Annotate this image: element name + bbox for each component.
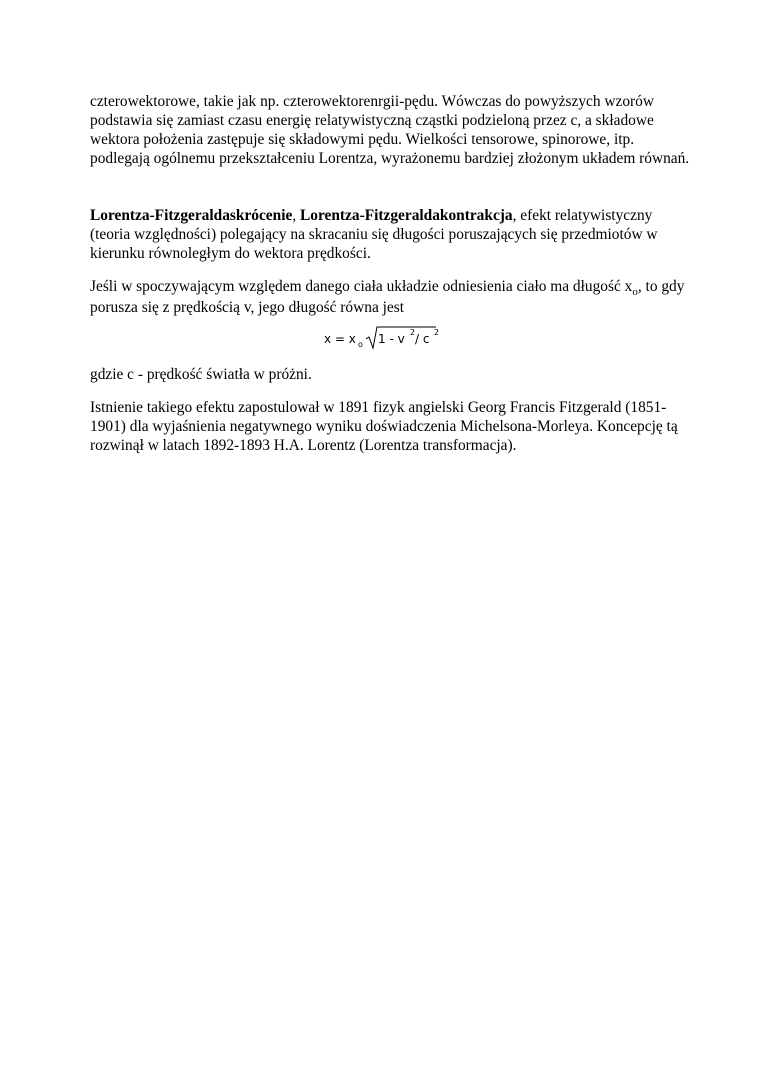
- paragraph-four-vectors: czterowektorowe, takie jak np. czterowektorenrgii-pędu. Wówczas do powyższych wzorów podstawia się zamiast czasu energię relatywistyczną cząstki podzieloną przez c, a składowe wektora położenia zastępuje się składowymi pędu. Wielkości tensorowe, spinorowe, itp. podlegają ogólnemu przekształceniu Lorentza, wyrażonemu bardziej złożonym układem równań.: [90, 93, 690, 167]
- term-kontrakcja: Lorentza-Fitzgeraldakontrakcja: [300, 207, 513, 224]
- document-page: [90, 92, 690, 455]
- formula-radicand: 1 - v: [378, 332, 405, 346]
- length-text-after: , to gdy porusza się z prędkością v, jego długość równa jest: [90, 278, 685, 316]
- formula-divisor: / c: [415, 332, 430, 346]
- contraction-formula: [90, 323, 690, 357]
- formula-exponent-v: 2: [410, 328, 416, 337]
- paragraph-definition: [90, 206, 690, 263]
- formula-lhs-subscript: o: [358, 340, 363, 349]
- length-subscript: o: [632, 286, 638, 298]
- formula-graphic: [324, 323, 454, 355]
- length-text-before: Jeśli w spoczywającym względem danego ciała układzie odniesienia ciało ma długość x: [90, 278, 633, 295]
- formula-lhs: x = x: [324, 332, 356, 346]
- definition-text: , efekt relatywistyczny (teoria względności) polegający na skracaniu się długości poruszających się przedmiotów w kierunku równoległym do wektora prędkości.: [90, 207, 658, 262]
- paragraph-speed-of-light: gdzie c - prędkość światła w próżni.: [90, 366, 312, 383]
- term-separator: ,: [292, 207, 301, 224]
- term-skrocenie: Lorentza-Fitzgeraldaskrócenie: [90, 207, 293, 224]
- paragraph-history: Istnienie takiego efektu zapostulował w 1891 fizyk angielski Georg Francis Fitzgerald (1851-1901) dla wyjaśnienia negatywnego wyniku doświadczenia Michelsona-Morleya. Koncepcję tą rozwinął w latach 1892-1893 H.A. Lorentz (Lorentza transformacja).: [90, 399, 678, 454]
- paragraph-length: [90, 277, 690, 317]
- formula-exponent-c: 2: [434, 328, 440, 337]
